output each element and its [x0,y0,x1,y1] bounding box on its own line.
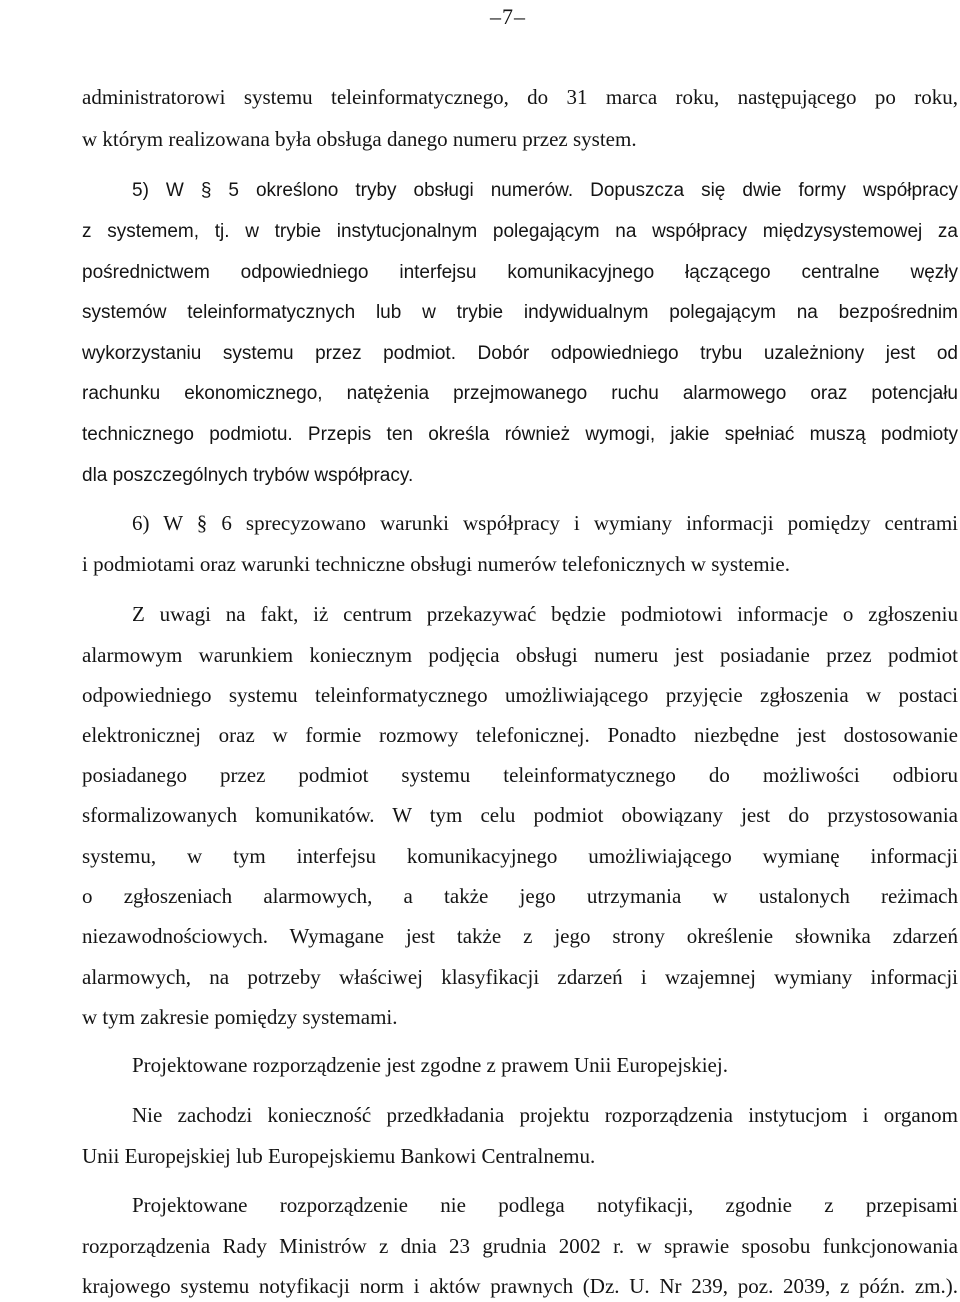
text-line: odpowiedniego systemu teleinformatycznego umożliwiającego przyjęcie zgłoszenia w postaci [82,683,958,707]
text-line: alarmowych, na potrzeby właściwej klasyfikacji zdarzeń i wzajemnej wymiany informacji [82,965,958,989]
text-line: rozporządzenia Rady Ministrów z dnia 23 grudnia 2002 r. w sprawie sposobu funkcjonowania [82,1234,958,1258]
text-line: Z uwagi na fakt, iż centrum przekazywać będzie podmiotowi informacje o zgłoszeniu [132,602,958,626]
text-line: i podmiotami oraz warunki techniczne obsługi numerów telefonicznych w systemie. [82,552,790,576]
text-line: rachunku ekonomicznego, natężenia przejmowanego ruchu alarmowego oraz potencjału [82,383,958,404]
text-line: o zgłoszeniach alarmowych, a także jego utrzymania w ustalonych reżimach [82,884,958,908]
text-line: dla poszczególnych trybów współpracy. [82,465,414,486]
page-number: –7– [490,4,526,29]
text-line: technicznego podmiotu. Przepis ten określa również wymogi, jakie spełniać muszą podmioty [82,424,958,445]
text-line: krajowego systemu notyfikacji norm i aktów prawnych (Dz. U. Nr 239, poz. 2039, z późn. zm.). [82,1274,958,1298]
text-line: administratorowi systemu teleinformatycznego, do 31 marca roku, następującego po roku, [82,85,958,109]
text-line: Nie zachodzi konieczność przedkładania projektu rozporządzenia instytucjom i organom [132,1103,958,1127]
text-line: Unii Europejskiej lub Europejskiemu Bankowi Centralnemu. [82,1144,596,1168]
text-line: elektronicznej oraz w formie rozmowy telefonicznej. Ponadto niezbędne jest dostosowanie [82,723,958,747]
text-line: systemów teleinformatycznych lub w trybie indywidualnym polegającym na bezpośrednim [82,302,958,323]
text-line: sformalizowanych komunikatów. W tym celu podmiot obowiązany jest do przystosowania [82,803,958,827]
text-line: 6) W § 6 sprecyzowano warunki współpracy i wymiany informacji pomiędzy centrami [132,511,958,535]
text-line: systemu, w tym interfejsu komunikacyjnego umożliwiającego wymianę informacji [82,844,958,868]
text-line: pośrednictwem odpowiedniego interfejsu komunikacyjnego łączącego centralne węzły [82,262,958,283]
text-line: wykorzystaniu systemu przez podmiot. Dobór odpowiedniego trybu uzależniony jest od [82,343,958,364]
text-line: posiadanego przez podmiot systemu teleinformatycznego do możliwości odbioru [82,763,958,787]
text-line: 5) W § 5 określono tryby obsługi numerów. Dopuszcza się dwie formy współpracy [132,180,958,201]
text-line: w tym zakresie pomiędzy systemami. [82,1005,398,1029]
text-line: niezawodnościowych. Wymagane jest także z jego strony określenie słownika zdarzeń [82,924,958,948]
text-line: w którym realizowana była obsługa danego numeru przez system. [82,127,637,151]
text-line: z systemem, tj. w trybie instytucjonalnym polegającym na współpracy międzysystemowej za [82,221,958,242]
text-line: Projektowane rozporządzenie nie podlega notyfikacji, zgodnie z przepisami [132,1193,958,1217]
text-line: Projektowane rozporządzenie jest zgodne z prawem Unii Europejskiej. [132,1053,728,1077]
text-line: alarmowym warunkiem koniecznym podjęcia obsługi numeru jest posiadanie przez podmiot [82,643,958,667]
